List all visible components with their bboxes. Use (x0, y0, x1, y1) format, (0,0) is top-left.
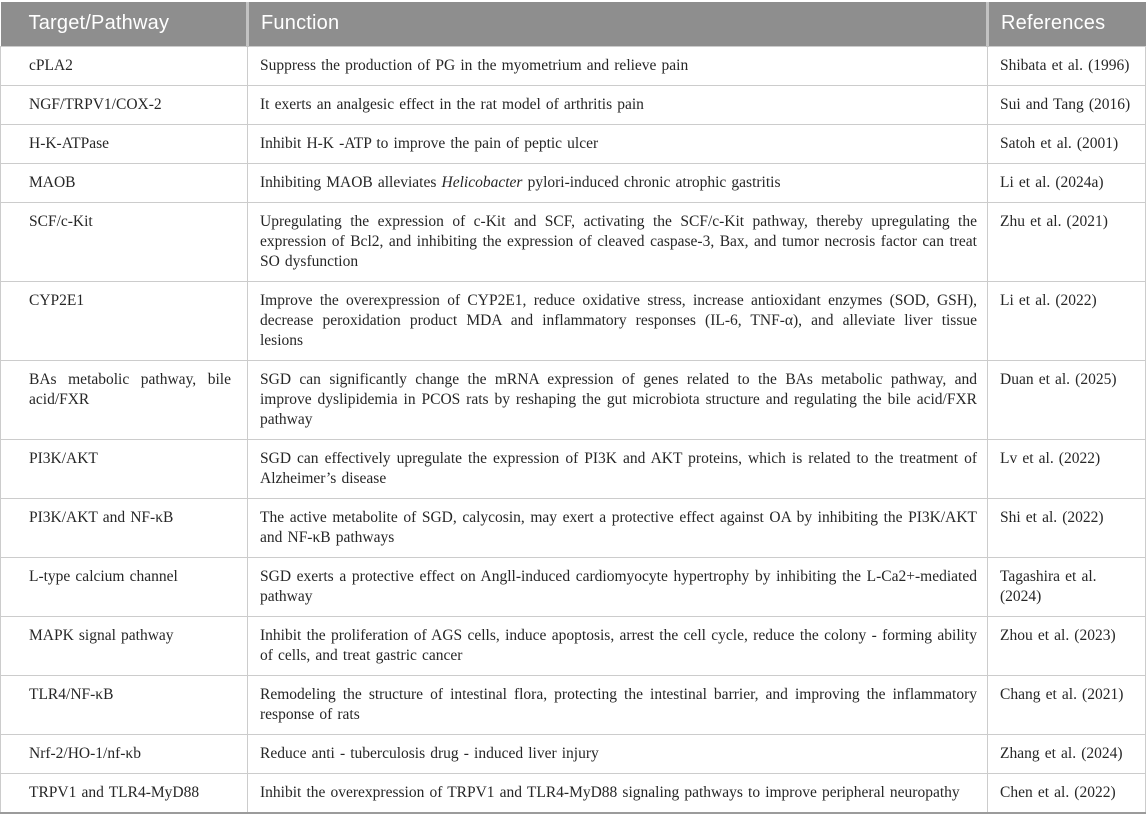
reference-cell: Shibata et al. (1996) (988, 46, 1146, 85)
table-row (1, 124, 1146, 163)
table-body (1, 46, 1146, 813)
column-header-target-pathway: Target/Pathway (1, 2, 248, 46)
target-pathway-cell: SCF/c-Kit (1, 202, 248, 281)
reference-cell: Lv et al. (2022) (988, 439, 1146, 498)
table-row (1, 163, 1146, 202)
italic-term: Helicobacter (441, 173, 523, 191)
target-pathway-cell: TRPV1 and TLR4-MyD88 (1, 773, 248, 813)
function-cell: It exerts an analgesic effect in the rat model of arthritis pain (248, 85, 988, 124)
target-pathway-cell: NGF/TRPV1/COX-2 (1, 85, 248, 124)
table-row (1, 773, 1146, 813)
target-pathway-cell: BAs metabolic pathway, bile acid/FXR (1, 360, 248, 439)
table-header-row (1, 2, 1146, 46)
target-pathway-cell: MAOB (1, 163, 248, 202)
function-cell: Inhibiting MAOB alleviates Helicobacter pylori-induced chronic atrophic gastritis (248, 163, 988, 202)
table-row (1, 360, 1146, 439)
function-cell: Suppress the production of PG in the myometrium and relieve pain (248, 46, 988, 85)
table-row (1, 498, 1146, 557)
function-cell: Improve the overexpression of CYP2E1, reduce oxidative stress, increase antioxidant enzymes (SOD, GSH), decrease peroxidation product MDA and inflammatory responses (IL-6, TNF-α), and alleviate liver tissue lesions (248, 281, 988, 360)
function-cell: Inhibit the overexpression of TRPV1 and TLR4-MyD88 signaling pathways to improve peripheral neuropathy (248, 773, 988, 813)
function-cell: SGD can significantly change the mRNA expression of genes related to the BAs metabolic pathway, and improve dyslipidemia in PCOS rats by reshaping the gut microbiota structure and regulating the bile acid/FXR pathway (248, 360, 988, 439)
column-header-function: Function (248, 2, 988, 46)
reference-cell: Zhang et al. (2024) (988, 734, 1146, 773)
column-header-references: References (988, 2, 1146, 46)
table-row (1, 439, 1146, 498)
function-cell: SGD can effectively upregulate the expression of PI3K and AKT proteins, which is related to the treatment of Alzheimer’s disease (248, 439, 988, 498)
reference-cell: Chen et al. (2022) (988, 773, 1146, 813)
reference-cell: Li et al. (2024a) (988, 163, 1146, 202)
reference-cell: Zhu et al. (2021) (988, 202, 1146, 281)
reference-cell: Li et al. (2022) (988, 281, 1146, 360)
table-row (1, 46, 1146, 85)
reference-cell: Shi et al. (2022) (988, 498, 1146, 557)
table-row (1, 616, 1146, 675)
function-cell: The active metabolite of SGD, calycosin, may exert a protective effect against OA by inhibiting the PI3K/AKT and NF-κB pathways (248, 498, 988, 557)
target-pathway-cell: PI3K/AKT (1, 439, 248, 498)
reference-cell: Chang et al. (2021) (988, 675, 1146, 734)
table-row (1, 557, 1146, 616)
target-pathway-cell: PI3K/AKT and NF-κB (1, 498, 248, 557)
targets-functions-references-table (0, 2, 1146, 814)
function-cell: Remodeling the structure of intestinal flora, protecting the intestinal barrier, and improving the inflammatory response of rats (248, 675, 988, 734)
reference-cell: Sui and Tang (2016) (988, 85, 1146, 124)
table-row (1, 85, 1146, 124)
function-cell: Reduce anti - tuberculosis drug - induced liver injury (248, 734, 988, 773)
table-row (1, 675, 1146, 734)
reference-cell: Duan et al. (2025) (988, 360, 1146, 439)
function-cell: SGD exerts a protective effect on Angll-induced cardiomyocyte hypertrophy by inhibiting the L-Ca2+-mediated pathway (248, 557, 988, 616)
target-pathway-cell: TLR4/NF-κB (1, 675, 248, 734)
function-cell: Inhibit H-K -ATP to improve the pain of peptic ulcer (248, 124, 988, 163)
table-row (1, 734, 1146, 773)
target-pathway-cell: MAPK signal pathway (1, 616, 248, 675)
target-pathway-cell: CYP2E1 (1, 281, 248, 360)
target-pathway-cell: cPLA2 (1, 46, 248, 85)
target-pathway-cell: Nrf-2/HO-1/nf-κb (1, 734, 248, 773)
table-row (1, 281, 1146, 360)
reference-cell: Zhou et al. (2023) (988, 616, 1146, 675)
reference-cell: Tagashira et al. (2024) (988, 557, 1146, 616)
reference-cell: Satoh et al. (2001) (988, 124, 1146, 163)
function-cell: Upregulating the expression of c-Kit and SCF, activating the SCF/c-Kit pathway, thereby upregulating the expression of Bcl2, and inhibiting the expression of cleaved caspase-3, Bax, and tumor necrosis factor can treat SO dysfunction (248, 202, 988, 281)
function-cell: Inhibit the proliferation of AGS cells, induce apoptosis, arrest the cell cycle, reduce the colony - forming ability of cells, and treat gastric cancer (248, 616, 988, 675)
table-row (1, 202, 1146, 281)
target-pathway-cell: H-K-ATPase (1, 124, 248, 163)
target-pathway-cell: L-type calcium channel (1, 557, 248, 616)
